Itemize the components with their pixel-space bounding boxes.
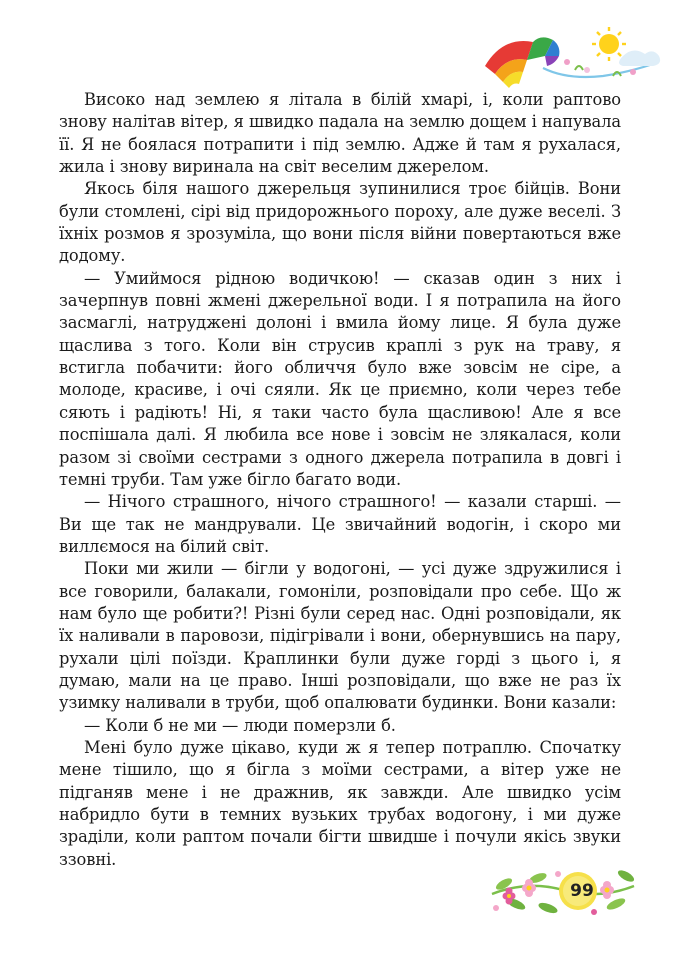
paragraph: Високо над землею я літала в білій хмарі, і, коли раптово знову налітав вітер, я швидко падала на землю дощем і напувала її. Я не боялася потрапити і під землю. Адже й там я рухалася, жила і знову виринала на світ веселим джерелом. [59, 90, 621, 177]
paragraph: — Коли б не ми — люди померзли б. [84, 715, 396, 735]
paragraph: — Умиймося рідною водичкою! — сказав один з них і зачерпнув повні жмені джерельної води. І я потрапила на його засмаглі, натруджені долоні і вмила йому лице. Я була дуже щаслива з того. Коли він струсив краплі з рук на траву, я встигла побачити: його обличчя було вже зовсім не сіре, а молоде, красиве, і очі сяяли. Як це приємно, коли через тебе сяють і радіють! Ні, я таки часто була щасливою! Але я все поспішала далі. Я любила все нове і зовсім не злякалася, коли разом зі своїми сестрами з одного джерела потрапила в довгі і темні труби. Там уже бігло багато води. [59, 268, 621, 489]
page-number: 99 [570, 881, 594, 901]
body-text [59, 89, 621, 871]
rainbow-kite-sun-icon [483, 26, 663, 92]
paragraph: Якось біля нашого джерельця зупинилися троє бійців. Вони були стомлені, сірі від придорожнього пороху, але дуже веселі. З їхніх розмов я зрозуміла, що вони після війни повертаються вже додому. [59, 179, 621, 266]
paragraph: Поки ми жили — бігли у водогоні, — усі дуже здружилися і все говорили, балакали, гомоніли, розповідали про себе. Що ж нам було ще робити?! Різні були серед нас. Одні розповідали, як їх наливали в паровози, підігрівали і вони, обернувшись на пару, рухали цілі поїзди. Краплинки були дуже горді з цього і, я думаю, мали на це право. Інші розповідали, що вже не раз їх узимку наливали в труби, щоб опалювати будинки. Вони казали: [59, 559, 621, 713]
paragraph: Мені було дуже цікаво, куди ж я тепер потраплю. Спочатку мене тішило, що я бігла з моїми сестрами, а вітер уже не підганяв мене і не дражнив, як завжди. Але швидко усім набридло бути в темних вузьких трубах водогону, і ми дуже зраділи, коли раптом почали бігти швидше і почули якісь звуки ззовні. [59, 737, 621, 869]
paragraph: — Нічого страшного, нічого страшного! — казали старші. — Ви ще так не мандрували. Це звичайний водогін, і скоро ми виллємося на білий світ. [59, 492, 621, 556]
